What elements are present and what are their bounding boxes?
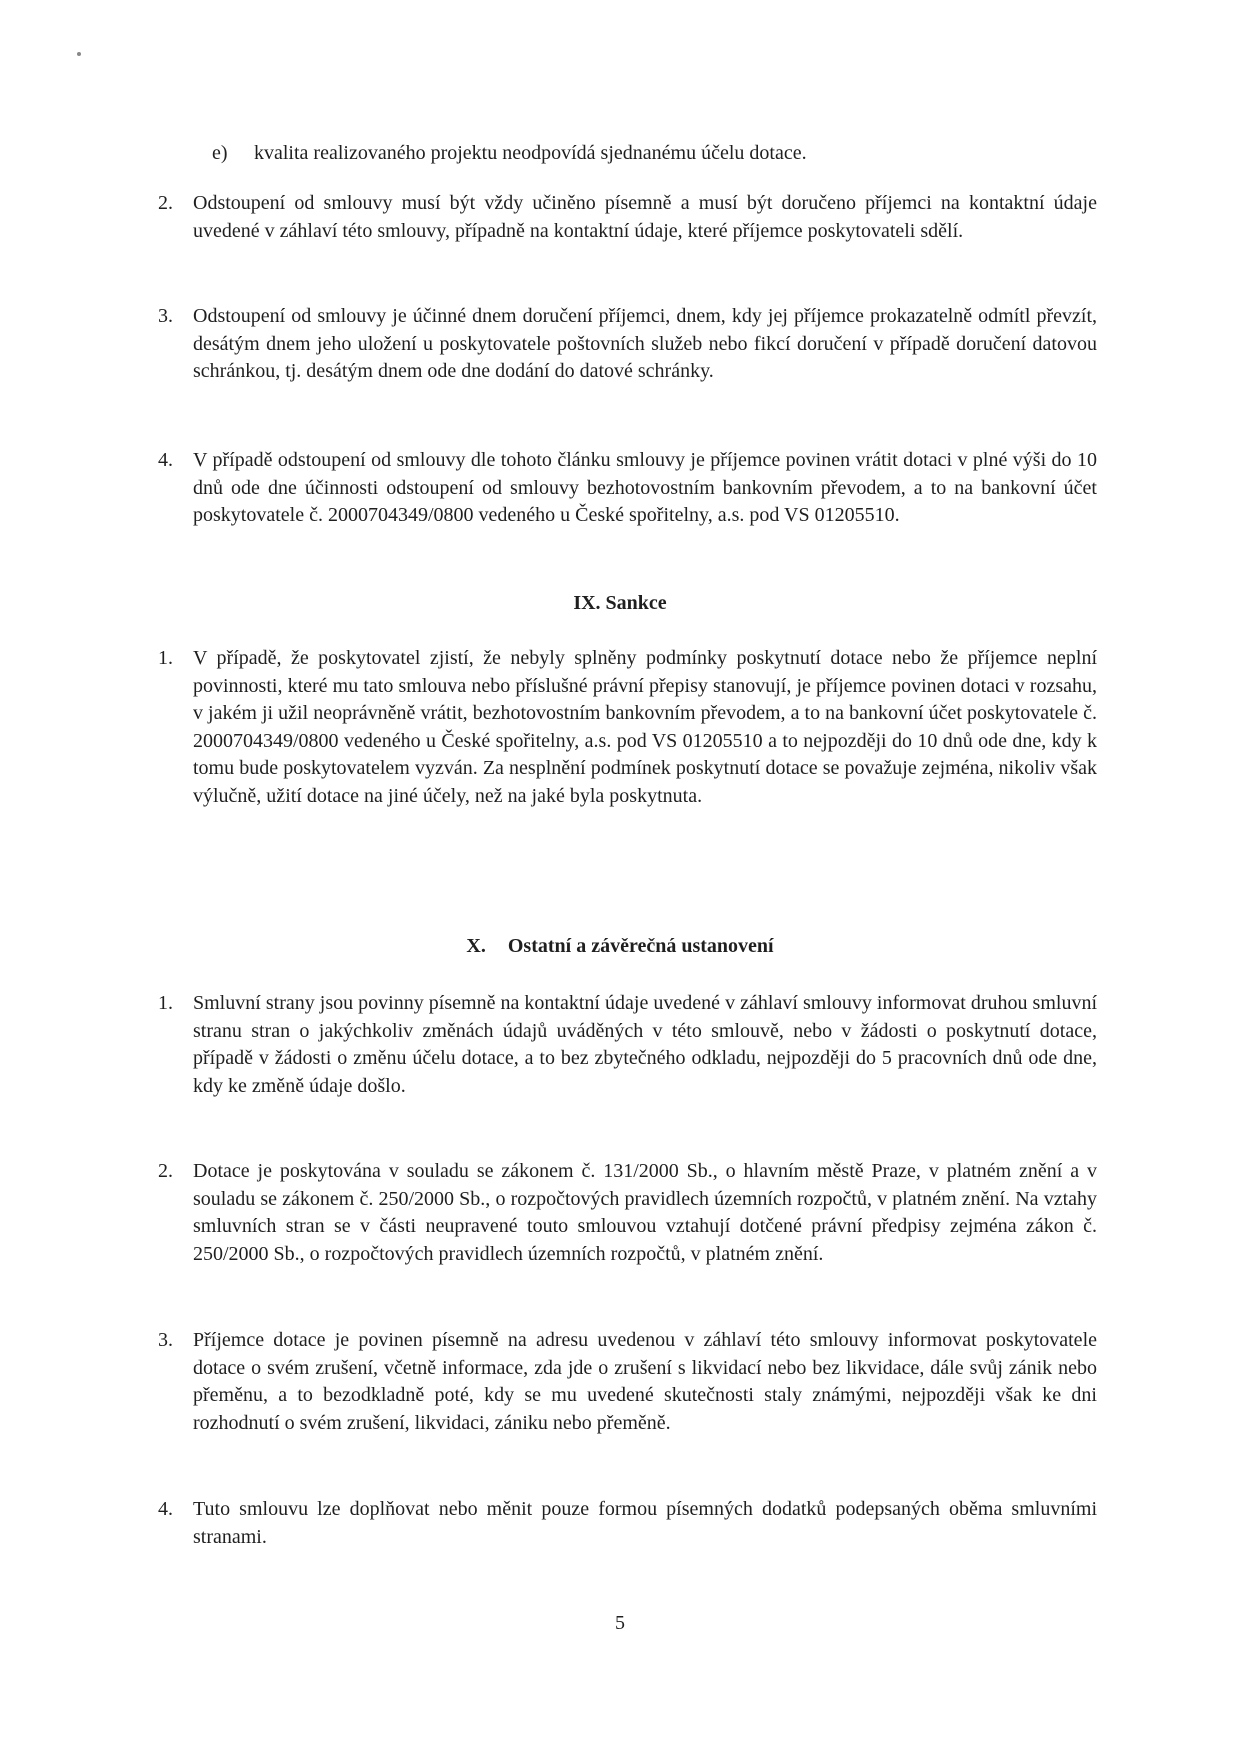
clause-text: Dotace je poskytována v souladu se zákonem č. 131/2000 Sb., o hlavním městě Praze, v platném znění a v souladu se zákonem č. 250/2000 Sb., o rozpočtových pravidlech územních rozpočtů, v platném znění. Na vztahy smluvních stran se v části neupravené touto smlouvou vztahují dotčené právní předpisy zejména zákon č. 250/2000 Sb., o rozpočtových pravidlech územních rozpočtů, v platném znění. [193,1160,1097,1265]
clause-text: V případě odstoupení od smlouvy dle tohoto článku smlouvy je příjemce povinen vrátit dotaci v plné výši do 10 dnů ode dne účinnosti odstoupení od smlouvy bezhotovostním bankovním převodem, a to na bankovní účet poskytovatele č. 2000704349/0800 vedeného u České spořitelny, a.s. pod VS 01205510. [193,449,1097,526]
clause-8-3 [158,303,1098,386]
clause-number: 1. [158,647,173,669]
section-heading-text: Ostatní a závěrečná ustanovení [507,935,774,957]
clause-10-1 [158,990,1098,1100]
clause-10-3 [158,1327,1098,1437]
clause-number: 4. [158,449,173,471]
clause-text: V případě, že poskytovatel zjistí, že nebyly splněny podmínky poskytnutí dotace nebo že příjemce neplní povinnosti, které mu tato smlouva nebo příslušné právní přepisy stanovují, je příjemce povinen dotaci v rozsahu, v jakém ji užil neoprávněně vrátit, bezhotovostním bankovním převodem, a to na bankovní účet poskytovatele č. 2000704349/0800 vedeného u České spořitelny, a.s. pod VS 01205510 a to nejpozději do 10 dnů ode dne, kdy k tomu bude poskytovatelem vyzván. Za nesplnění podmínek poskytnutí dotace se považuje zejména, nikoliv však výlučně, užití dotace na jiné účely, než na jaké byla poskytnuta. [193,647,1097,807]
clause-8-4 [158,447,1098,530]
clause-10-2 [158,1158,1098,1268]
section-heading-number: X. [466,935,486,957]
clause-8-2 [158,190,1098,245]
list-item-text: kvalita realizovaného projektu neodpovídá sjednanému účelu dotace. [254,142,807,164]
page-number: 5 [615,1612,625,1634]
scan-speck [77,52,81,56]
clause-text: Odstoupení od smlouvy je účinné dnem doručení příjemci, dnem, kdy jej příjemce prokazatelně odmítl převzít, desátým dnem jeho uložení u poskytovatele poštovních služeb nebo fikcí doručení v případě doručení datovou schránkou, tj. desátým dnem ode dne dodání do datové schránky. [193,305,1097,382]
clause-text: Smluvní strany jsou povinny písemně na kontaktní údaje uvedené v záhlaví smlouvy informovat druhou smluvní stranu stran o jakýchkoliv změnách údajů uváděných v této smlouvě, nebo v žádosti o poskytnutí dotace, případě v žádosti o změnu účelu dotace, a to bez zbytečného odkladu, nejpozději do 5 pracovních dnů ode dne, kdy ke změně údaje došlo. [193,992,1097,1097]
clause-10-4 [158,1496,1098,1551]
clause-text: Příjemce dotace je povinen písemně na adresu uvedenou v záhlaví této smlouvy informovat poskytovatele dotace o svém zrušení, včetně informace, zda jde o zrušení s likvidací nebo bez likvidace, dále svůj zánik nebo přeměnu, a to bezodkladně poté, kdy se mu uvedené skutečnosti staly známými, nejpozději však ke dni rozhodnutí o svém zrušení, likvidaci, zániku nebo přeměně. [193,1329,1097,1434]
clause-text: Odstoupení od smlouvy musí být vždy učiněno písemně a musí být doručeno příjemci na kontaktní údaje uvedené v záhlaví této smlouvy, případně na kontaktní údaje, které příjemce poskytovateli sdělí. [193,192,1097,242]
list-item-label: e) [212,142,228,164]
clause-number: 2. [158,1160,173,1182]
clause-number: 3. [158,305,173,327]
clause-number: 1. [158,992,173,1014]
list-item-e [212,140,1052,167]
clause-text: Tuto smlouvu lze doplňovat nebo měnit pouze formou písemných dodatků podepsaných oběma smluvními stranami. [193,1498,1097,1548]
clause-number: 3. [158,1329,173,1351]
clause-9-1 [158,645,1098,810]
clause-number: 2. [158,192,173,214]
clause-number: 4. [158,1498,173,1520]
section-heading-sankce: IX. Sankce [573,592,667,614]
section-heading-zaverecna [0,933,1240,960]
